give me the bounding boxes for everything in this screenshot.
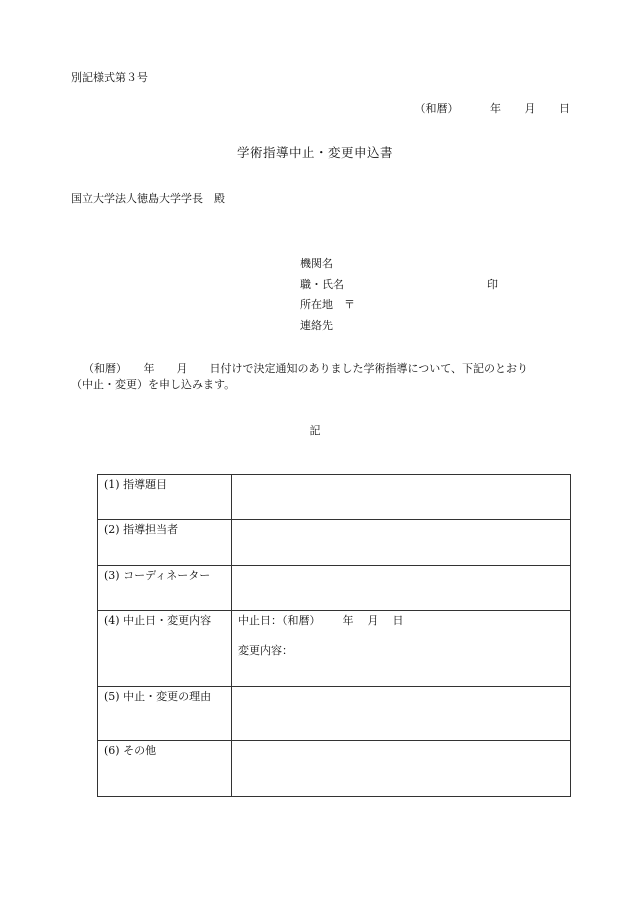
document-title: 学術指導中止・変更申込書 [236,145,393,160]
table-row [98,611,571,687]
body-line-2: （中止・変更）を申し込みます。 [71,378,236,391]
row-value-field[interactable] [232,687,571,741]
row-value-field[interactable] [232,741,571,797]
date-line [415,102,571,116]
date-year: 年 [490,102,501,115]
addressee: 国立大学法人徳島大学学長 殿 [71,192,225,205]
row-label: (6) その他 [98,741,232,797]
row-value-field[interactable] [232,566,571,611]
applicant-name: 職・氏名 印 [300,277,498,291]
date-month: 月 [524,102,536,115]
table-row [98,741,571,797]
row-label: (2) 指導担当者 [98,520,232,566]
seal-mark: 印 [487,277,498,291]
table-row [98,475,571,520]
row-value-field[interactable] [232,520,571,566]
date-era: （和暦） [414,102,459,115]
date-day: 日 [559,102,570,115]
row-label: (3) コーディネーター [98,566,232,611]
change-content-label: 変更内容： [238,644,293,657]
table-row [98,520,571,566]
row-label: (1) 指導題目 [98,475,232,520]
stop-date-line: 中止日：（和暦） 年 月 日 [238,614,404,627]
applicant-block [300,257,498,339]
row-label: (5) 中止・変更の理由 [98,687,232,741]
row-value-field[interactable] [232,475,571,520]
body-paragraph [71,361,571,393]
body-line-1: （和暦） 年 月 日付けで決定通知のありました学術指導について、下記のとおり [83,362,529,375]
form-number: 別記様式第３号 [71,71,148,84]
applicant-address: 所在地 〒 [300,298,355,311]
table-row [98,687,571,741]
applicant-contact: 連絡先 [300,318,333,332]
table-row [98,566,571,611]
row-label: (4) 中止日・変更内容 [98,611,232,687]
form-table [97,474,571,797]
ki-heading: 記 [309,424,321,437]
applicant-org: 機関名 [300,257,333,270]
row-value-field[interactable] [232,611,571,687]
